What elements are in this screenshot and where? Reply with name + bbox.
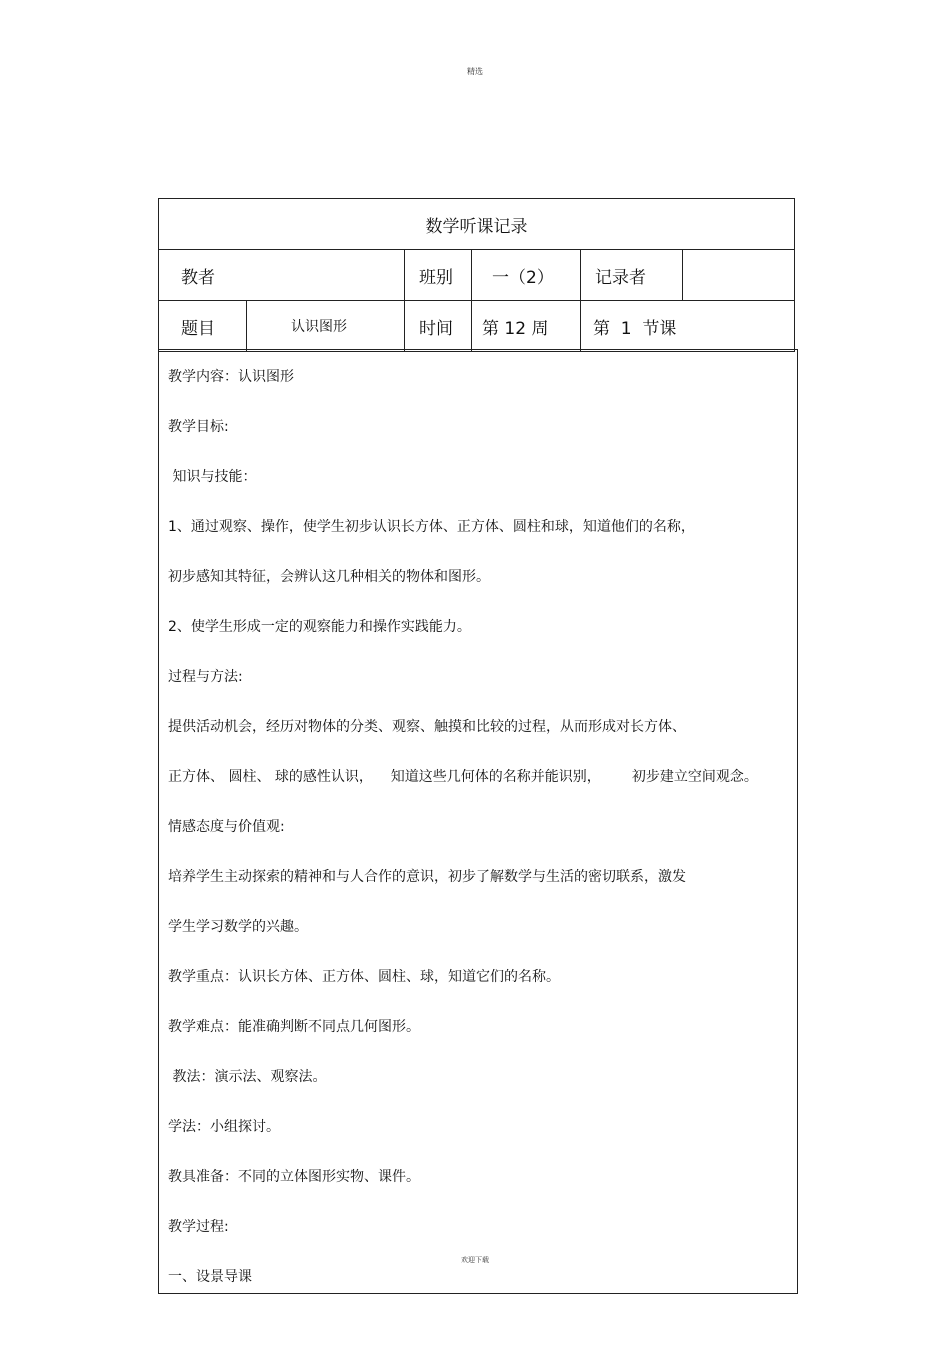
time-label: 时间 [405, 301, 472, 352]
content-line: 学生学习数学的兴趣。 [168, 919, 308, 935]
content-line: 培养学生主动探索的精神和与人合作的意识，初步了解数学与生活的密切联系，激发 [168, 869, 686, 885]
recorder-label: 记录者 [581, 250, 683, 301]
topic-label: 题目 [159, 301, 247, 352]
content-line: 学法：小组探讨。 [168, 1119, 280, 1135]
content-line: 1、通过观察、操作，使学生初步认识长方体、正方体、圆柱和球，知道他们的名称， [168, 519, 695, 535]
content-line: 过程与方法: [168, 669, 243, 685]
recorder-value [683, 250, 795, 301]
content-line: 提供活动机会，经历对物体的分类、观察、触摸和比较的过程，从而形成对长方体、 [168, 719, 686, 735]
topic-value: 认识图形 [247, 301, 405, 352]
content-line: 2、使学生形成一定的观察能力和操作实践能力。 [168, 619, 471, 635]
content-line: 知识与技能： [168, 469, 257, 485]
content-line: 正方体、 圆柱、 球的感性认识， 知道这些几何体的名称并能识别， 初步建立空间观念。 [168, 769, 758, 785]
class-label: 班别 [405, 250, 472, 301]
content-line: 教学难点：能准确判断不同点几何图形。 [168, 1019, 420, 1035]
content-line: 一、设景导课 [168, 1269, 252, 1285]
content-line: 教法：演示法、观察法。 [168, 1069, 327, 1085]
content-line: 教学内容：认识图形 [168, 369, 294, 385]
period-value: 第 1 节课 [581, 301, 795, 352]
class-value: 一（2） [472, 250, 581, 301]
teacher-label: 教者 [159, 250, 405, 301]
record-title: 数学听课记录 [159, 199, 795, 250]
content-line: 初步感知其特征，会辨认这几种相关的物体和图形。 [168, 569, 490, 585]
content-line: 教学重点：认识长方体、正方体、圆柱、球，知道它们的名称。 [168, 969, 560, 985]
lesson-content-box [158, 349, 798, 1294]
content-line: 教具准备：不同的立体图形实物、课件。 [168, 1169, 420, 1185]
content-line: 教学目标: [168, 419, 229, 435]
header-watermark: 精选 [467, 67, 483, 76]
week-value: 第 12 周 [472, 301, 581, 352]
content-line: 情感态度与价值观: [168, 819, 285, 835]
content-line: 教学过程: [168, 1219, 229, 1235]
footer-watermark: 欢迎下载 [461, 1256, 489, 1264]
lesson-record-table [158, 198, 795, 352]
